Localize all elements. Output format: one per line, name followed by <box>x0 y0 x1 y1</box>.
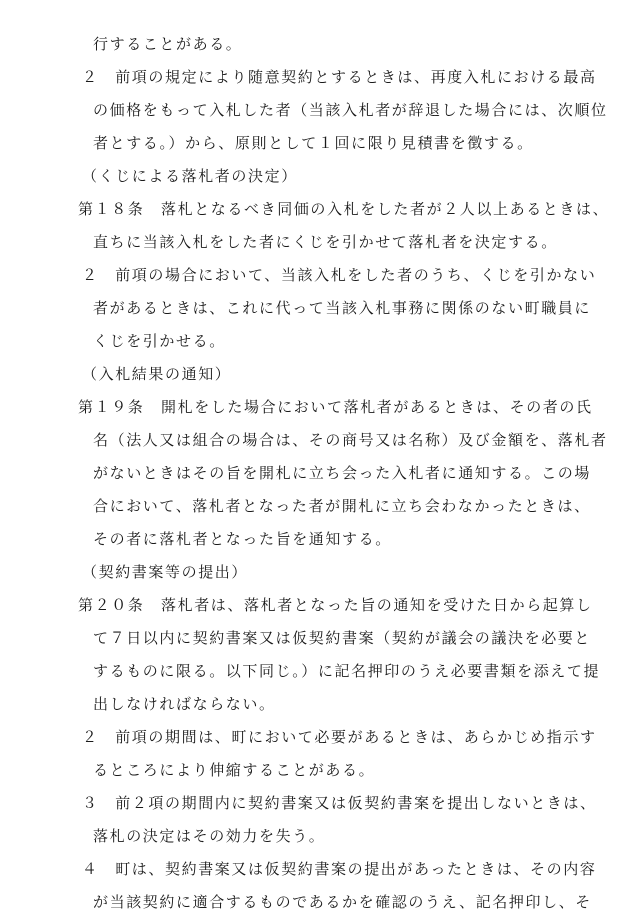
text-line: 者があるときは、これに代って当該入札事務に関係のない町職員に <box>93 299 592 317</box>
paragraph-2-text: ２ 前項の規定により随意契約とするときは、再度入札における最高 <box>82 68 597 86</box>
article-18-text: 第１８条 落札となるべき同価の入札をした者が２人以上あるときは、 <box>78 200 610 218</box>
paragraph-2-text: ２ 前項の場合において、当該入札をした者のうち、くじを引かない <box>82 266 597 284</box>
text-line: が当該契約に適合するものであるかを確認のうえ、記名押印し、そ <box>93 893 592 911</box>
text-line: その者に落札者となった旨を通知する。 <box>93 530 392 548</box>
text-line: 名（法人又は組合の場合は、その商号又は名称）及び金額を、落札者 <box>93 431 608 449</box>
paragraph-4-text: ４ 町は、契約書案又は仮契約書案の提出があったときは、その内容 <box>82 860 597 878</box>
text-line: るところにより伸縮することがある。 <box>93 761 376 779</box>
text-line: 出しなければならない。 <box>93 695 276 713</box>
text-line: 合において、落札者となった者が開札に立ち会わなかったときは、 <box>93 497 591 515</box>
paragraph-3-text: ３ 前２項の期間内に契約書案又は仮契約書案を提出しないときは、 <box>82 794 597 812</box>
text-line: て７日以内に契約書案又は仮契約書案（契約が議会の議決を必要と <box>93 629 592 647</box>
article-19-text: 第１９条 開札をした場合において落札者があるときは、その者の氏 <box>78 398 593 416</box>
section-heading: （入札結果の通知） <box>82 365 232 383</box>
text-line: の価格をもって入札した者（当該入札者が辞退した場合には、次順位 <box>93 101 608 119</box>
text-line: 直ちに当該入札をした者にくじを引かせて落札者を決定する。 <box>93 233 558 251</box>
text-line: くじを引かせる。 <box>93 332 226 350</box>
text-line: 落札の決定はその効力を失う。 <box>93 827 326 845</box>
section-heading: （くじによる落札者の決定） <box>82 167 298 185</box>
text-line: するものに限る。以下同じ。）に記名押印のうえ必要書類を添えて提 <box>93 662 601 680</box>
paragraph-2-text: ２ 前項の期間は、町において必要があるときは、あらかじめ指示す <box>82 728 597 746</box>
article-20-text: 第２０条 落札者は、落札者となった旨の通知を受けた日から起算し <box>78 596 593 614</box>
text-line: 行することがある。 <box>93 35 243 53</box>
section-heading: （契約書案等の提出） <box>82 563 249 581</box>
text-line: がないときはその旨を開札に立ち会った入札者に通知する。この場 <box>93 464 592 482</box>
text-line: 者とする。）から、原則として１回に限り見積書を徴する。 <box>93 134 534 152</box>
